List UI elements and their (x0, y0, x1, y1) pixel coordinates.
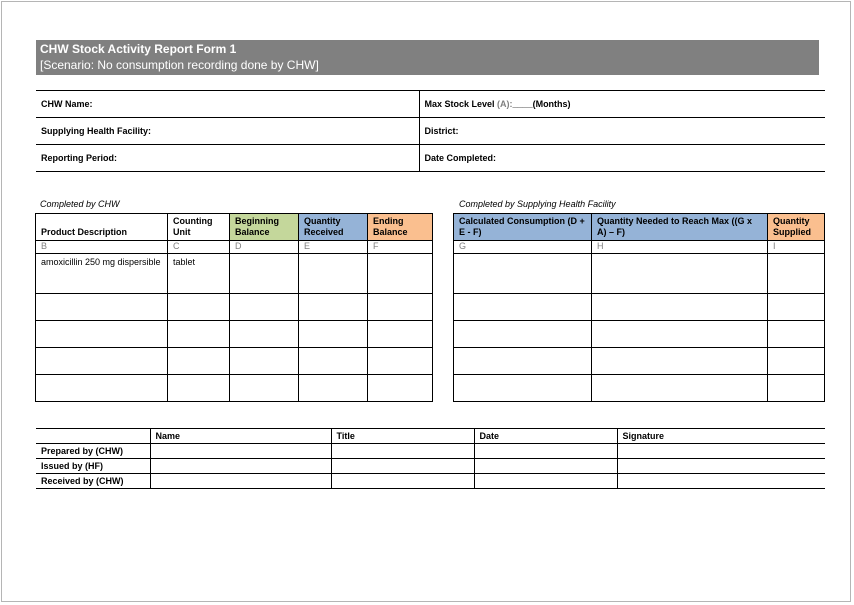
chw-caption: Completed by CHW (40, 199, 120, 209)
empty-cell[interactable] (36, 348, 168, 375)
empty-cell[interactable] (150, 459, 331, 474)
empty-cell[interactable] (592, 294, 768, 321)
empty-cell[interactable] (368, 321, 433, 348)
chw-name-field[interactable]: CHW Name: (36, 91, 419, 118)
signature-table (36, 428, 825, 489)
header-product-description: Product Description (36, 214, 168, 241)
letter-g: G (454, 241, 592, 254)
max-stock-label: Max Stock Level (424, 99, 498, 109)
empty-cell[interactable] (230, 294, 299, 321)
empty-cell[interactable] (168, 348, 230, 375)
empty-cell[interactable] (299, 321, 368, 348)
form-subtitle: [Scenario: No consumption recording done by CHW] (40, 58, 319, 72)
empty-cell[interactable] (454, 294, 592, 321)
table-row (454, 254, 825, 294)
table-row (36, 294, 433, 321)
header-beginning-balance: Beginning Balance (230, 214, 299, 241)
empty-cell[interactable] (768, 375, 825, 402)
column-title: Title (331, 429, 474, 444)
header-quantity-received: Quantity Received (299, 214, 368, 241)
empty-cell[interactable] (36, 294, 168, 321)
empty-cell[interactable] (331, 474, 474, 489)
empty-cell[interactable] (454, 254, 592, 294)
column-name: Name (150, 429, 331, 444)
reporting-period-field[interactable]: Reporting Period: (36, 145, 419, 172)
empty-cell[interactable] (768, 294, 825, 321)
empty-cell[interactable] (299, 294, 368, 321)
column-signature: Signature (617, 429, 825, 444)
header-quantity-needed: Quantity Needed to Reach Max ((G x A) – F) (592, 214, 768, 241)
info-table (36, 90, 825, 172)
ending-balance-cell[interactable] (368, 254, 433, 294)
table-row (36, 474, 825, 489)
empty-cell[interactable] (592, 375, 768, 402)
empty-cell[interactable] (592, 321, 768, 348)
empty-cell[interactable] (230, 321, 299, 348)
table-row (36, 459, 825, 474)
letter-c: C (168, 241, 230, 254)
empty-cell[interactable] (592, 348, 768, 375)
empty-cell[interactable] (168, 294, 230, 321)
form-title-bar (36, 40, 819, 75)
empty-cell[interactable] (768, 321, 825, 348)
empty-cell[interactable] (230, 348, 299, 375)
table-row (454, 348, 825, 375)
form-page (1, 1, 851, 602)
empty-cell[interactable] (168, 321, 230, 348)
empty-cell[interactable] (36, 321, 168, 348)
empty-cell[interactable] (299, 348, 368, 375)
table-row (454, 375, 825, 402)
empty-cell[interactable] (368, 348, 433, 375)
empty-cell[interactable] (454, 375, 592, 402)
empty-cell[interactable] (592, 254, 768, 294)
letter-h: H (592, 241, 768, 254)
signature-corner-cell (36, 429, 150, 444)
empty-cell[interactable] (368, 375, 433, 402)
max-stock-a: (A): (497, 99, 513, 109)
header-counting-unit: Counting Unit (168, 214, 230, 241)
empty-cell[interactable] (454, 321, 592, 348)
table-row (36, 375, 433, 402)
beginning-balance-cell[interactable] (230, 254, 299, 294)
table-row (36, 254, 433, 294)
empty-cell[interactable] (36, 375, 168, 402)
row-prepared-by: Prepared by (CHW) (36, 444, 150, 459)
empty-cell[interactable] (331, 444, 474, 459)
empty-cell[interactable] (230, 375, 299, 402)
max-stock-field[interactable] (419, 91, 825, 118)
header-ending-balance: Ending Balance (368, 214, 433, 241)
letter-f: F (368, 241, 433, 254)
empty-cell[interactable] (368, 294, 433, 321)
supplying-facility-field[interactable]: Supplying Health Facility: (36, 118, 419, 145)
quantity-received-cell[interactable] (299, 254, 368, 294)
empty-cell[interactable] (150, 474, 331, 489)
chw-stock-table (35, 213, 433, 402)
empty-cell[interactable] (331, 459, 474, 474)
empty-cell[interactable] (768, 254, 825, 294)
empty-cell[interactable] (168, 375, 230, 402)
empty-cell[interactable] (617, 474, 825, 489)
district-field[interactable]: District: (419, 118, 825, 145)
header-quantity-supplied: Quantity Supplied (768, 214, 825, 241)
table-row (36, 321, 433, 348)
empty-cell[interactable] (474, 444, 617, 459)
table-row (36, 348, 433, 375)
hf-supply-table (453, 213, 825, 402)
product-cell[interactable]: amoxicillin 250 mg dispersible (36, 254, 168, 294)
form-title: CHW Stock Activity Report Form 1 (40, 42, 237, 56)
empty-cell[interactable] (454, 348, 592, 375)
row-received-by: Received by (CHW) (36, 474, 150, 489)
empty-cell[interactable] (617, 459, 825, 474)
column-date: Date (474, 429, 617, 444)
letter-d: D (230, 241, 299, 254)
unit-cell[interactable]: tablet (168, 254, 230, 294)
max-stock-months: ____(Months) (512, 99, 571, 109)
empty-cell[interactable] (150, 444, 331, 459)
letter-i: I (768, 241, 825, 254)
empty-cell[interactable] (299, 375, 368, 402)
empty-cell[interactable] (474, 459, 617, 474)
table-row (454, 294, 825, 321)
table-row (36, 444, 825, 459)
header-calculated-consumption: Calculated Consumption (D + E - F) (454, 214, 592, 241)
date-completed-field[interactable]: Date Completed: (419, 145, 825, 172)
row-issued-by: Issued by (HF) (36, 459, 150, 474)
hf-caption: Completed by Supplying Health Facility (459, 199, 616, 209)
empty-cell[interactable] (474, 474, 617, 489)
letter-e: E (299, 241, 368, 254)
empty-cell[interactable] (768, 348, 825, 375)
letter-b: B (36, 241, 168, 254)
table-row (454, 321, 825, 348)
empty-cell[interactable] (617, 444, 825, 459)
